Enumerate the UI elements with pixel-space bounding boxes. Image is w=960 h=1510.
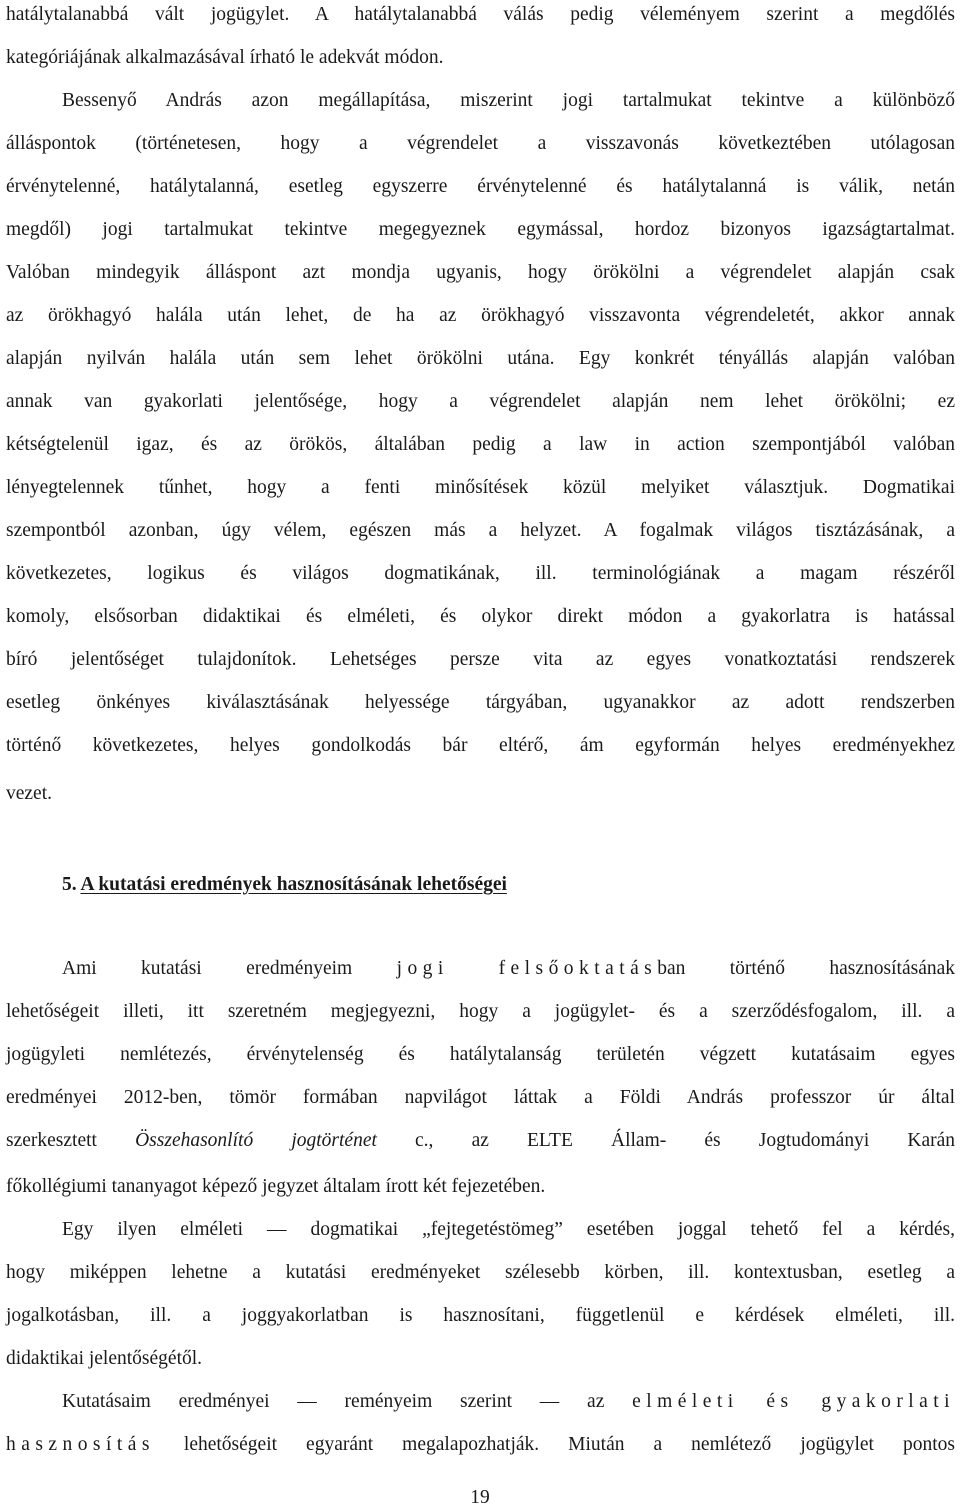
- text-segment: lehetőségeit egyaránt megalapozhatják. Miután a nemlétező jogügylet pontos: [183, 1434, 955, 1455]
- text-line: hogy miképpen lehetne a kutatási eredményeket szélesebb körben, ill. kontextusban, esetleg a: [6, 1262, 955, 1283]
- letterspaced-text: elméleti: [632, 1391, 739, 1412]
- text-line: Egy ilyen elméleti — dogmatikai „fejtegetéstömeg” esetében joggal tehető fel a kérdés,: [62, 1219, 955, 1240]
- text-segment: c., az ELTE Állam- és Jogtudományi Karán: [415, 1130, 956, 1151]
- text-line: didaktikai jelentőségétől.: [6, 1348, 203, 1369]
- text-line: lényegtelennek tűnhet, hogy a fenti minősítések közül melyiket választjuk. Dogmatikai: [6, 477, 955, 498]
- text-line: főkollégiumi tananyagot képező jegyzet általam írott két fejezetében.: [6, 1176, 546, 1197]
- text-line: hatálytalanabbá vált jogügylet. A hatálytalanabbá válás pedig véleményem szerint a megdőlés: [6, 4, 955, 25]
- section-title: A kutatási eredmények hasznosításának lehetőségei: [80, 874, 507, 895]
- text-line: bíró jelentőséget tulajdonítok. Lehetséges persze vita az egyes vonatkoztatási rendszerek: [6, 649, 955, 670]
- text-segment: Kutatásaim eredményei — reményeim szerint — az: [62, 1391, 605, 1412]
- text-line: lehetőségeit illeti, itt szeretném megjegyezni, hogy a jogügylet- és a szerződésfogalom, ill. a: [6, 1001, 955, 1022]
- page-number: 19: [470, 1487, 490, 1508]
- text-line: az örökhagyó halála után lehet, de ha az örökhagyó visszavonta végrendeletét, akkor annak: [6, 305, 955, 326]
- text-line: kétségtelenül igaz, és az örökös, általában pedig a law in action szempontjából valóban: [6, 434, 955, 455]
- text-line: jogügyleti nemlétezés, érvénytelenség és hatálytalanság területén végzett kutatásaim egyes: [6, 1044, 955, 1065]
- text-line: kategóriájának alkalmazásával írható le adekvát módon.: [6, 47, 444, 68]
- letterspaced-text: jogi felsőoktatás: [396, 958, 658, 979]
- text-line: Valóban mindegyik álláspont azt mondja ugyanis, hogy örökölni a végrendelet alapján csak: [6, 262, 955, 283]
- text-line: [62, 957, 955, 981]
- text-segment: ban történő hasznosításának: [657, 958, 955, 979]
- text-line: következetes, logikus és világos dogmatikának, ill. terminológiának a magam részéről: [6, 563, 955, 584]
- text-line: jogalkotásban, ill. a joggyakorlatban is hasznosítani, függetlenül e kérdések elméleti, ill.: [6, 1305, 955, 1326]
- text-line: megdől) jogi tartalmukat tekintve megegyeznek egymással, hordoz bizonyos igazságtartalmat.: [6, 219, 955, 240]
- text-line: eredményei 2012-ben, tömör formában napvilágot láttak a Földi András professzor úr által: [6, 1087, 955, 1108]
- text-line: Bessenyő András azon megállapítása, miszerint jogi tartalmukat tekintve a különböző: [62, 90, 955, 111]
- text-line: vezet.: [6, 783, 53, 804]
- letterspaced-text: hasznosítás: [6, 1434, 155, 1455]
- text-line: komoly, elsősorban didaktikai és elméleti, és olykor direkt módon a gyakorlatra is hatással: [6, 606, 955, 627]
- text-line: [6, 1433, 955, 1457]
- letterspaced-text: és: [766, 1391, 794, 1412]
- text-line: esetleg önkényes kiválasztásának helyessége tárgyában, ugyanakkor az adott rendszerben: [6, 692, 955, 713]
- section-number: 5.: [62, 874, 77, 895]
- text-line: szempontból azonban, úgy vélem, egészen más a helyzet. A fogalmak világos tisztázásának, a: [6, 520, 955, 541]
- text-segment: szerkesztett: [6, 1130, 97, 1151]
- text-line: érvénytelenné, hatálytalanná, esetleg egyszerre érvénytelenné és hatálytalanná is válik, netán: [6, 176, 955, 197]
- letterspaced-text: gyakorlati: [821, 1391, 956, 1412]
- text-line: annak van gyakorlati jelentősége, hogy a végrendelet alapján nem lehet örökölni; ez: [6, 391, 955, 412]
- text-line: [6, 1129, 955, 1153]
- text-line: álláspontok (történetesen, hogy a végrendelet a visszavonás következtében utólagosan: [6, 133, 955, 154]
- text-line: [62, 1390, 955, 1414]
- text-segment: Ami kutatási eredményeim: [62, 958, 353, 979]
- section-heading: [62, 873, 507, 897]
- text-line: történő következetes, helyes gondolkodás bár eltérő, ám egyformán helyes eredményekhez: [6, 735, 955, 756]
- italic-title: Összehasonlító jogtörténet: [135, 1130, 377, 1151]
- text-line: alapján nyilván halála után sem lehet örökölni utána. Egy konkrét tényállás alapján valóban: [6, 348, 955, 369]
